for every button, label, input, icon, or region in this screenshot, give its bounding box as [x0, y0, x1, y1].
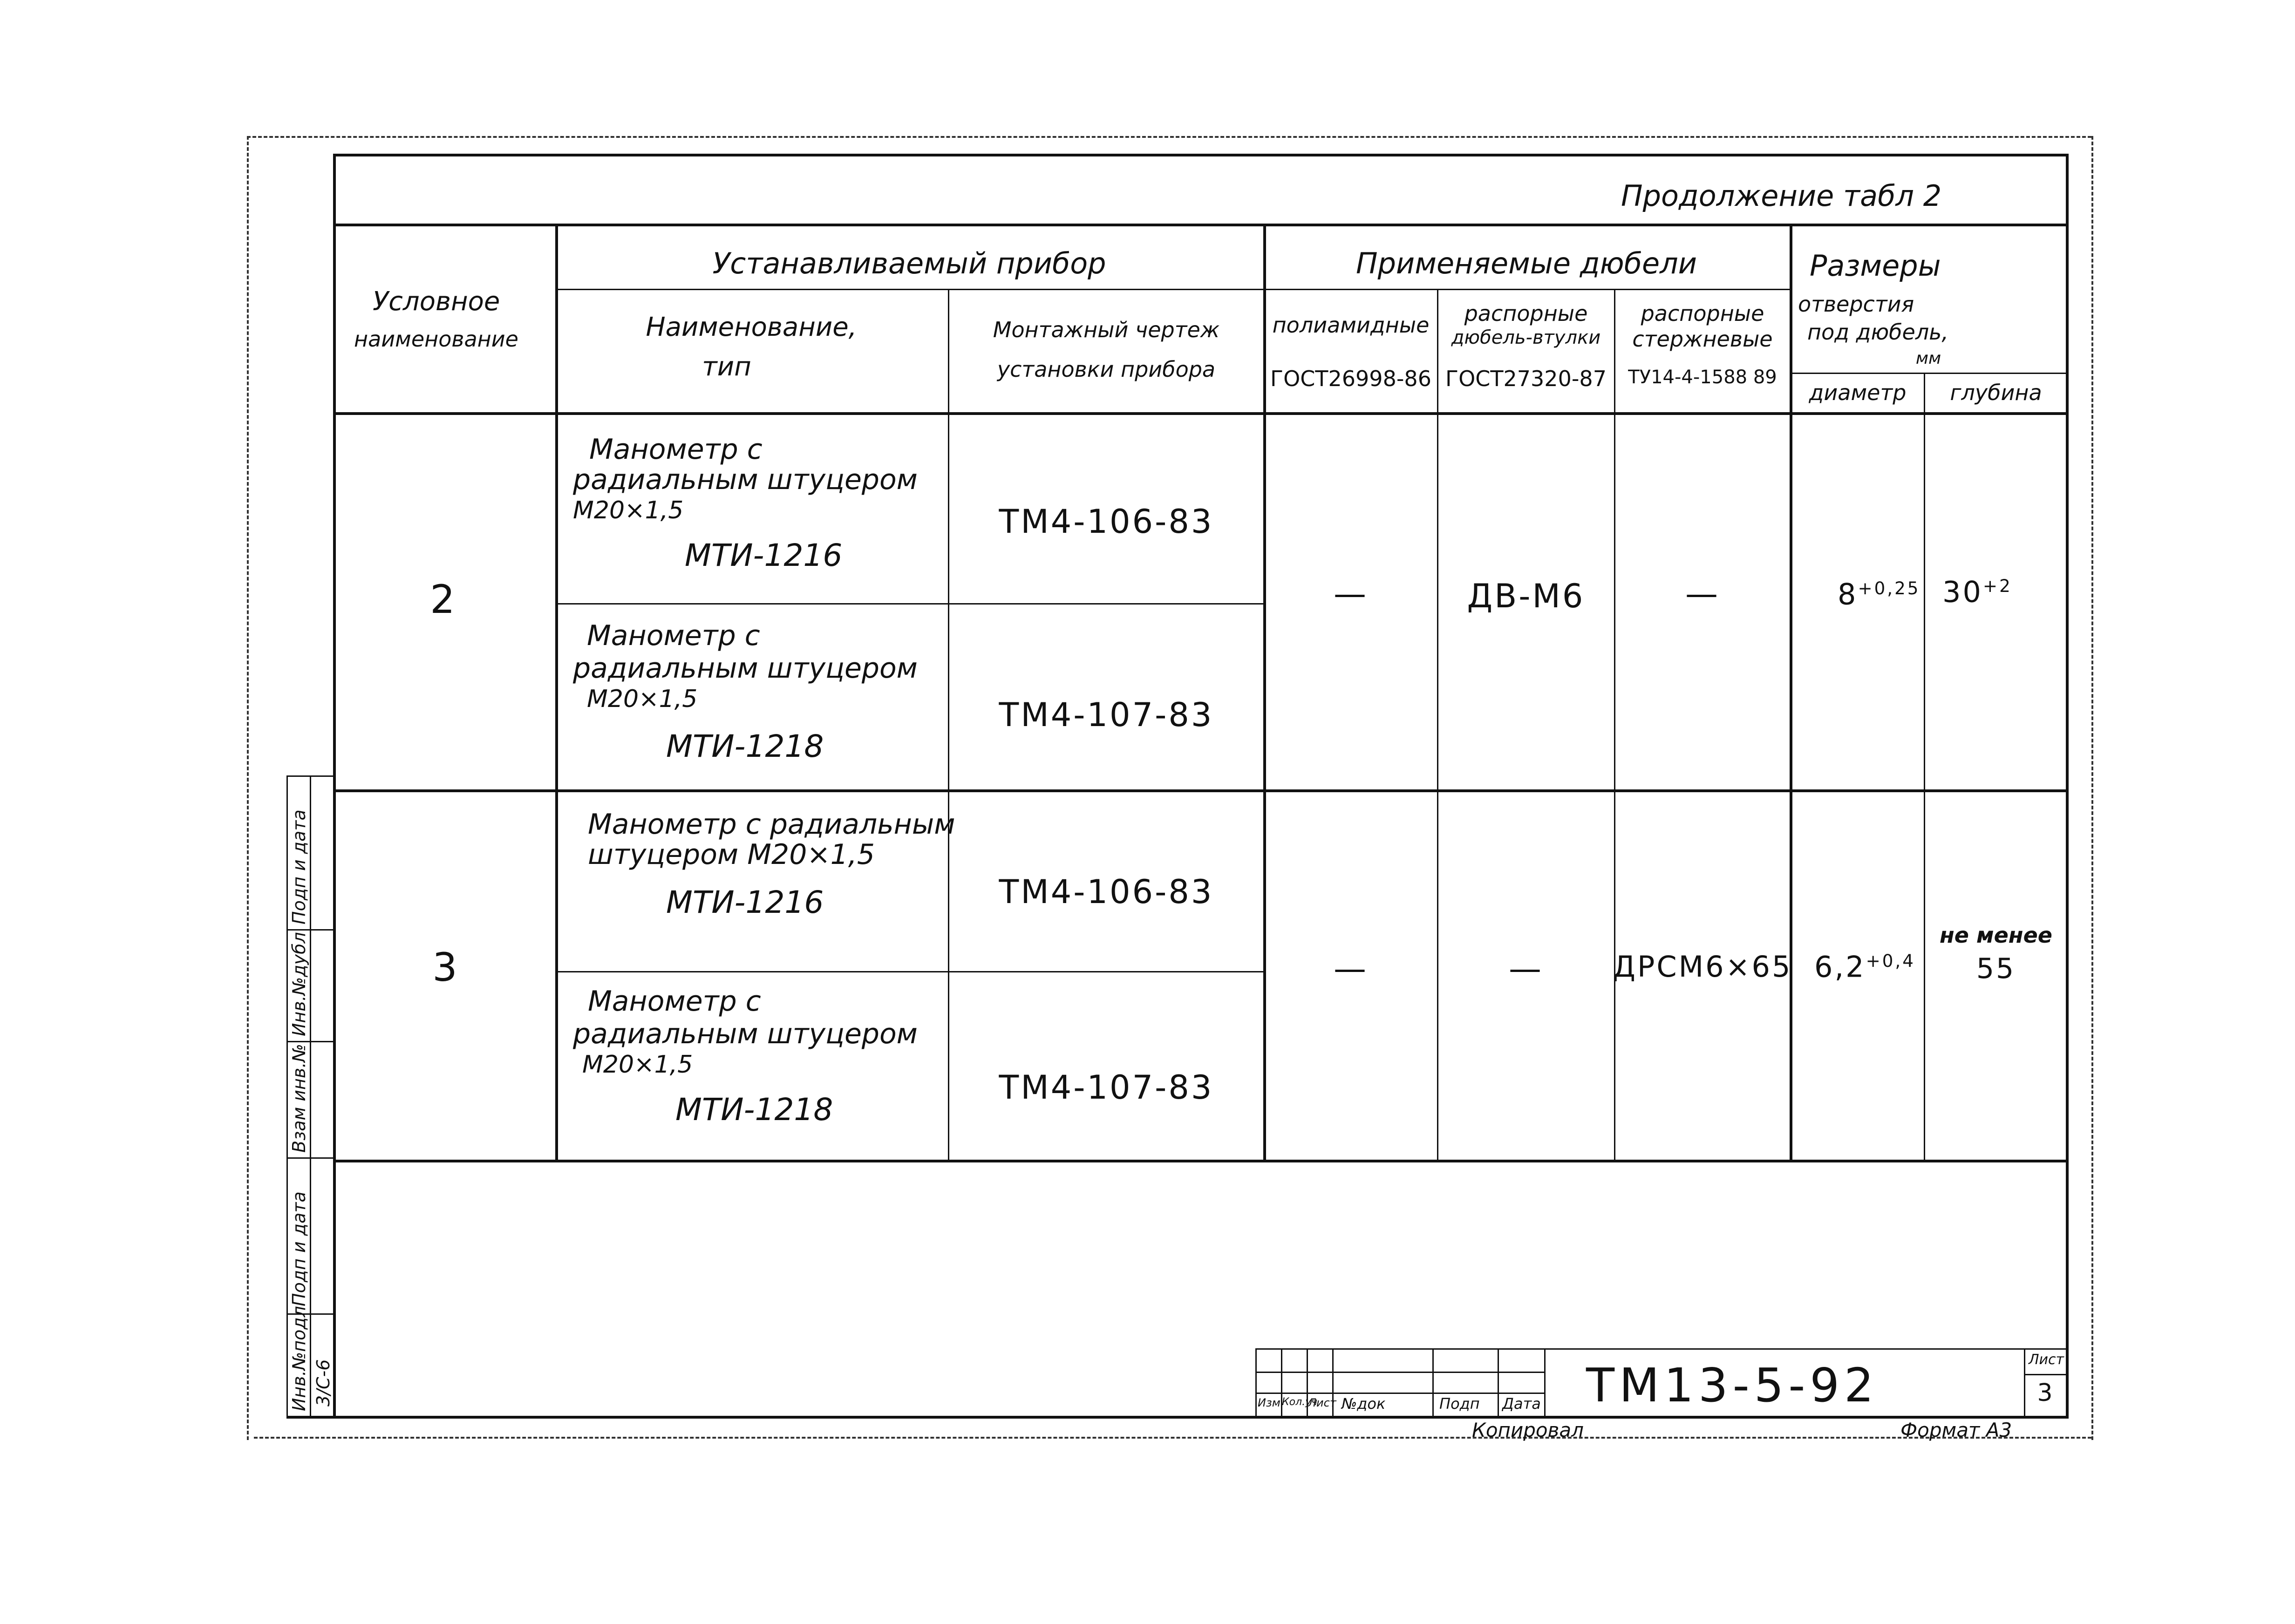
- tb-col-7: [2024, 1348, 2025, 1416]
- tb-sheet-label: Лист: [2029, 1352, 2064, 1368]
- hdr-device-name-1: Наименование,: [646, 312, 857, 342]
- frame-left: [333, 154, 336, 1416]
- stamp-top: [286, 775, 333, 777]
- tb-label-list: Лист: [1308, 1396, 1336, 1409]
- g3-item2-type: МТИ-1218: [675, 1092, 833, 1128]
- g3-rod: ДРСМ6×65: [1613, 950, 1792, 984]
- tb-row-2: [1255, 1393, 1544, 1394]
- g3-item1-name-2: штуцером М20×1,5: [588, 838, 875, 871]
- g2-rod: —: [1685, 575, 1720, 613]
- hdr-sleeve-2: дюбель-втулки: [1451, 327, 1601, 348]
- hdr-rod-2: стержневые: [1632, 326, 1773, 352]
- header-group-divider-dowels: [1263, 289, 1790, 290]
- g3-sleeve: —: [1509, 950, 1543, 988]
- hdr-rod-1: распорные: [1641, 301, 1764, 326]
- hdr-name-2: наименование: [354, 326, 518, 352]
- col-line-2: [948, 289, 949, 1160]
- g3-item1-type: МТИ-1216: [666, 884, 824, 920]
- hdr-sleeve-3: ГОСТ27320-87: [1445, 366, 1607, 391]
- hdr-polyamide-2: ГОСТ26998-86: [1270, 366, 1431, 391]
- tb-left: [1255, 1348, 1257, 1416]
- g3-depth-1: не менее: [1940, 923, 2052, 948]
- g2-item2-drawing: ТМ4-107-83: [999, 696, 1214, 734]
- g2-polyamide: —: [1334, 575, 1368, 613]
- hdr-drawing-1: Монтажный чертеж: [993, 317, 1220, 342]
- tb-row-1: [1255, 1372, 1544, 1373]
- col-line-3: [1263, 224, 1266, 1160]
- g2-item1-type: МТИ-1216: [685, 537, 843, 573]
- tb-label-doc: №док: [1342, 1395, 1386, 1413]
- col-line-4: [1437, 289, 1438, 1160]
- tb-label-izm: Изм: [1258, 1396, 1280, 1409]
- g3-diameter: $6,2^{+0,4}$: [1814, 950, 1915, 984]
- g2-item2-type: МТИ-1218: [666, 728, 824, 764]
- crop-line-top: [247, 136, 2091, 138]
- g2-item2-name-3: М20×1,5: [587, 685, 698, 713]
- stamp-label-replace: Взам инв.№: [289, 1044, 309, 1153]
- hdr-diameter: диаметр: [1809, 380, 1907, 405]
- hdr-group-dowels: Применяемые дюбели: [1355, 246, 1697, 280]
- hdr-depth: глубина: [1950, 380, 2042, 405]
- hdr-device-name-2: тип: [702, 352, 751, 382]
- col-line-1: [555, 224, 558, 1160]
- header-bottom: [333, 412, 2069, 415]
- hdr-polyamide-1: полиамидные: [1272, 313, 1430, 338]
- hdr-name-1: Условное: [373, 286, 500, 317]
- tb-top: [1255, 1348, 2068, 1350]
- hdr-rod-3: ТУ14-4-1588 89: [1628, 367, 1777, 388]
- table-caption: Продолжение табл 2: [1621, 179, 1942, 213]
- g3-item2-name-1: Манометр с: [588, 985, 761, 1018]
- g3-polyamide: —: [1334, 950, 1368, 988]
- crop-line-bottom: [254, 1437, 2091, 1439]
- crop-line-right: [2091, 136, 2093, 1440]
- stamp-value-inv: 3/С-6: [313, 1359, 334, 1407]
- stamp-label-inv: Инв.№подл: [289, 1306, 309, 1411]
- g3-item2-name-3: М20×1,5: [582, 1051, 693, 1079]
- tb-format: Формат А3: [1900, 1419, 2012, 1441]
- hdr-sleeve-1: распорные: [1464, 301, 1588, 326]
- tb-col-4: [1432, 1348, 1434, 1416]
- g2-sleeve: ДВ-М6: [1467, 577, 1585, 615]
- table-bottom: [333, 1160, 2069, 1162]
- tb-doc-code: ТМ13-5-92: [1586, 1358, 1879, 1413]
- hdr-sizes-4: мм: [1915, 349, 1941, 368]
- g2-item2-name-2: радиальным штуцером: [573, 652, 918, 685]
- g3-item1-drawing: ТМ4-106-83: [999, 873, 1214, 911]
- crop-line-left: [247, 136, 249, 1440]
- g3-item1-name-1: Манометр с радиальным: [588, 808, 955, 841]
- hdr-sizes-3: под дюбель,: [1807, 319, 1948, 345]
- tb-col-5: [1498, 1348, 1499, 1416]
- stamp-label-sign-2: Подп и дата: [289, 809, 309, 924]
- frame-top: [333, 154, 2069, 156]
- group-divider: [333, 789, 2069, 792]
- col-line-5: [1614, 289, 1615, 1160]
- g3-item2-drawing: ТМ4-107-83: [999, 1068, 1214, 1107]
- stamp-div-1: [286, 929, 333, 931]
- tb-copied: Копировал: [1472, 1419, 1584, 1441]
- stamp-div-3: [286, 1157, 333, 1159]
- g2-item1-drawing: ТМ4-106-83: [999, 503, 1214, 541]
- header-size-divider: [1790, 373, 2067, 374]
- stamp-label-sign-1: Подп и дата: [289, 1191, 309, 1306]
- row-2-item-divider: [555, 603, 1263, 605]
- hdr-sizes-1: Размеры: [1810, 249, 1941, 283]
- tb-sheet-no: 3: [2037, 1379, 2053, 1407]
- stamp-outer-left: [286, 775, 288, 1416]
- stamp-label-dup: Инв.№дубл: [289, 932, 309, 1036]
- group-2-id: 2: [430, 577, 455, 622]
- tb-label-sign: Подп: [1439, 1395, 1480, 1413]
- frame-bottom: [286, 1416, 2069, 1419]
- row-3-item-divider: [555, 971, 1263, 972]
- hdr-group-device: Устанавливаемый прибор: [712, 246, 1106, 280]
- tb-label-kol: Кол.уч: [1282, 1396, 1318, 1408]
- hdr-sizes-2: отверстия: [1798, 292, 1914, 317]
- tb-label-date: Дата: [1502, 1395, 1541, 1413]
- table-top: [333, 224, 2069, 226]
- group-3-id: 3: [432, 945, 457, 990]
- stamp-mid: [310, 775, 311, 1416]
- header-group-divider-device: [555, 289, 1263, 290]
- g2-item2-name-1: Манометр с: [587, 619, 760, 652]
- frame-right: [2066, 154, 2069, 1416]
- g2-item1-name-2: радиальным штуцером: [573, 463, 918, 496]
- g2-item1-name-3: М20×1,5: [573, 496, 684, 524]
- g3-item2-name-2: радиальным штуцером: [573, 1018, 918, 1050]
- tb-col-6: [1544, 1348, 1546, 1416]
- hdr-drawing-2: установки прибора: [997, 357, 1216, 382]
- tb-sheet-divider: [2024, 1374, 2066, 1375]
- stamp-div-2: [286, 1041, 333, 1042]
- g2-item1-name-1: Манометр с: [589, 433, 763, 466]
- col-line-6: [1790, 224, 1792, 1160]
- col-line-7: [1924, 373, 1925, 1160]
- g2-depth: $30^{+2}$: [1942, 575, 2012, 609]
- g3-depth-2: 55: [1976, 952, 2016, 985]
- g2-diameter: $8^{+0,25}$: [1838, 577, 1920, 612]
